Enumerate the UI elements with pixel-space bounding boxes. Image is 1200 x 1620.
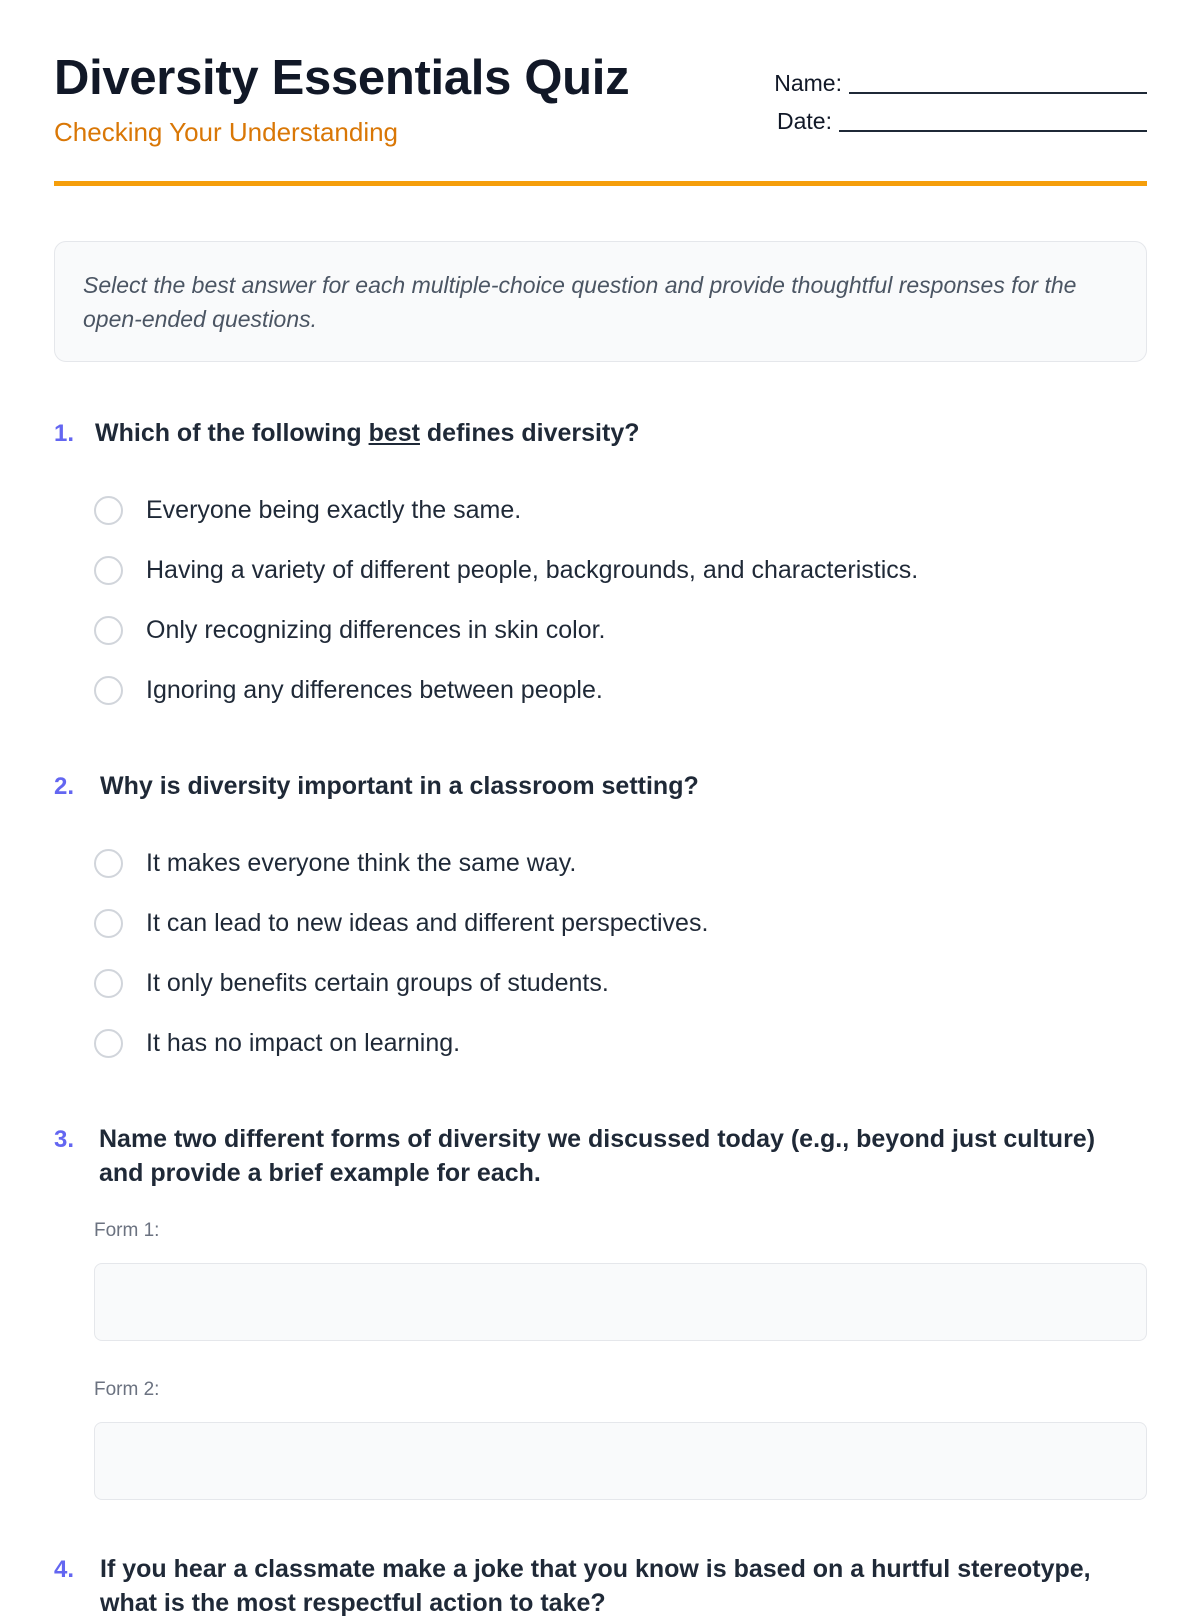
name-line[interactable]	[849, 78, 1147, 94]
question-number: 2.	[54, 773, 75, 800]
question-text	[95, 416, 640, 450]
question-emphasis: best	[368, 419, 420, 447]
option-label: It only benefits certain groups of students.	[146, 968, 609, 997]
question-text: Name two different forms of diversity we discussed today (e.g., beyond just culture) and provide a brief example for each.	[99, 1125, 1096, 1187]
option-2d[interactable]	[94, 1013, 1147, 1073]
question-4-header	[54, 1552, 1147, 1620]
name-field[interactable]	[767, 70, 1147, 97]
option-2a[interactable]	[94, 833, 1147, 893]
date-field[interactable]	[767, 108, 1147, 135]
option-label: Only recognizing differences in skin color.	[146, 615, 606, 644]
form-1-input[interactable]	[94, 1263, 1147, 1341]
radio-button[interactable]	[94, 496, 123, 525]
option-label: It can lead to new ideas and different perspectives.	[146, 908, 709, 937]
question-text: If you hear a classmate make a joke that you know is based on a hurtful stereotype, what is the most respectful action to take?	[100, 1555, 1091, 1617]
option-label: Having a variety of different people, backgrounds, and characteristics.	[146, 555, 919, 584]
question-number: 1.	[54, 420, 75, 447]
form-2-label: Form 2:	[94, 1379, 160, 1400]
name-label: Name:	[774, 70, 842, 96]
question-text-end: defines diversity?	[419, 419, 640, 447]
question-3-header	[54, 1122, 1147, 1190]
option-1a[interactable]	[94, 480, 1147, 540]
question-4	[54, 1552, 1147, 1620]
question-1	[54, 416, 1147, 720]
question-3	[54, 1122, 1147, 1500]
question-text: Why is diversity important in a classroom setting?	[100, 772, 699, 800]
date-label: Date:	[777, 108, 832, 134]
radio-button[interactable]	[94, 849, 123, 878]
radio-button[interactable]	[94, 616, 123, 645]
option-label: It makes everyone think the same way.	[146, 848, 577, 877]
date-line[interactable]	[839, 116, 1147, 132]
option-label: Everyone being exactly the same.	[146, 495, 522, 524]
question-1-header	[54, 416, 1147, 450]
question-2	[54, 769, 1147, 1073]
option-1b[interactable]	[94, 540, 1147, 600]
question-number: 3.	[54, 1126, 75, 1153]
question-2-header	[54, 769, 1147, 803]
radio-button[interactable]	[94, 556, 123, 585]
radio-button[interactable]	[94, 969, 123, 998]
form-1-label: Form 1:	[94, 1220, 160, 1241]
option-2c[interactable]	[94, 953, 1147, 1013]
option-2b[interactable]	[94, 893, 1147, 953]
question-text-start: Which of the following	[95, 419, 369, 447]
page-subtitle: Checking Your Understanding	[54, 117, 399, 147]
header-divider	[54, 181, 1147, 186]
option-1c[interactable]	[94, 600, 1147, 660]
quiz-header	[54, 0, 1147, 186]
option-label: It has no impact on learning.	[146, 1028, 461, 1057]
radio-button[interactable]	[94, 909, 123, 938]
instructions-box: Select the best answer for each multiple-choice question and provide thoughtful responses for the open-ended questions.	[54, 241, 1147, 362]
option-1d[interactable]	[94, 660, 1147, 720]
page-title: Diversity Essentials Quiz	[54, 51, 630, 105]
form-2-input[interactable]	[94, 1422, 1147, 1500]
radio-button[interactable]	[94, 1029, 123, 1058]
quiz-page	[54, 0, 1147, 1617]
question-2-options	[54, 833, 1147, 1073]
question-1-options	[54, 480, 1147, 720]
option-label: Ignoring any differences between people.	[146, 675, 603, 704]
question-3-fields	[54, 1220, 1147, 1500]
radio-button[interactable]	[94, 676, 123, 705]
question-number: 4.	[54, 1556, 75, 1583]
